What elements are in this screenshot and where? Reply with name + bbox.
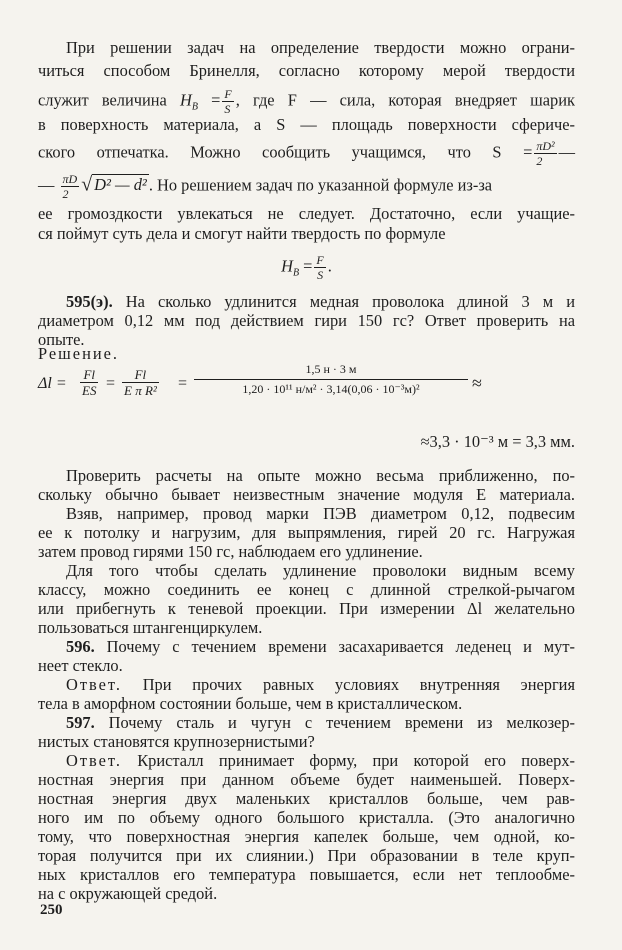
text-line: тому, что поверхностная энергия капелек больше, чем одной, ко- (38, 827, 575, 846)
text-line: ного им по объему одного большого кристалла. (Это аналогично (38, 808, 575, 827)
text-line: в поверхность материала, а S — площадь поверхности сфериче- (38, 115, 575, 134)
text-line: ее к потолку и нагрузим, для выпрямления, гирей 20 гс. Нагружая (38, 523, 575, 542)
text-line: ее громоздкости увлекаться не следует. Достаточно, если учащие- (38, 204, 575, 223)
text-line: При решении задач на определение твердости можно ограни- (66, 38, 575, 57)
text-line: пользоваться штангенциркулем. (38, 618, 263, 637)
text-line: ных кристаллов его температура повышается, если нет теплообме- (38, 865, 575, 884)
solution-label: Решение. (38, 344, 119, 363)
text-line: — $\frac{\pi D}{2}$ √ D² — d² . Но решением задач по указанной формуле из-за (38, 172, 493, 201)
page-number: 250 (40, 902, 63, 918)
text-line: Проверить расчеты на опыте можно весьма приближенно, по- (66, 466, 575, 485)
text-line: ностная энергия двух маленьких кристаллов больше, чем рав- (38, 789, 575, 808)
fraction: 1,5 н · 3 м 1,20 · 10¹¹ н/м² · 3,14(0,06 · 10⁻³м)² (194, 362, 468, 397)
fraction: $\frac{\pi D}{2}$ (62, 172, 78, 201)
text-line: скольку обычно бывает неизвестным значение модуля E материала. (38, 485, 575, 504)
text-line: неет стекло. (38, 656, 123, 675)
fraction: $\frac{F}{S}$ (224, 87, 232, 116)
radical: D² — d² (94, 175, 147, 195)
text-line: тела в аморфном состоянии больше, чем в кристаллическом. (38, 694, 463, 713)
question-596: 596. Почему с течением времени засахаривается леденец и мут- (66, 637, 575, 656)
fraction: $\frac{\text{πD²}}{2}$ (536, 139, 555, 168)
text-line: читься способом Бринелля, согласно которому мерой твердости (38, 61, 575, 80)
text-line: на с окружающей средой. (38, 884, 218, 903)
answer-596: Ответ. При прочих равных условиях внутренняя энергия (66, 675, 575, 694)
text-line: или прибегнуть к теневой проекции. При измерении Δl желательно (38, 599, 575, 618)
text-line: ся поймут суть дела и смогут найти твердость по формуле (38, 224, 446, 243)
fraction: $\frac{Fl}{\text{E π R²}}$ (124, 367, 157, 398)
text-line: торая получится при их слиянии.) При образовании в теле круп- (38, 846, 575, 865)
text-line: затем провод гирями 150 гс, наблюдаем его удлинение. (38, 542, 423, 561)
text-line: ского отпечатка. Можно сообщить учащимся, что S = $\frac{\text{πD²}}{2}$ — (38, 139, 575, 168)
formula-hb: $H_B$ = $\frac{F}{S}$ . (281, 253, 332, 282)
text-line: Взяв, например, провод марки ПЭВ диаметром 0,12, подвесим (66, 504, 575, 523)
fraction: $\frac{Fl}{ES}$ (82, 367, 97, 398)
fraction: $\frac{F}{S}$ (316, 253, 324, 282)
question-595: 595(э). На сколько удлинится медная проволока длиной 3 м и (66, 292, 575, 311)
answer-597: Ответ. Кристалл принимает форму, при которой его поверх- (66, 751, 575, 770)
question-597: 597. Почему сталь и чугун с течением времени из мелкозер- (66, 713, 575, 732)
text-line: классу, можно соединить ее конец с длинной стрелкой-рычагом (38, 580, 575, 599)
text-line: нистых становятся крупнозернистыми? (38, 732, 315, 751)
elongation-formula: Δl = $\frac{Fl}{ES}$ = $\frac{Fl}{\text{E π R²}}$ = 1,5 н · 3 м 1,20 · 10¹¹ н/м² · 3,14(0,06 · 10⁻³м)² ≈ (38, 362, 482, 398)
text-line: опыте. (38, 330, 85, 349)
text-line: диаметром 0,12 мм под действием гири 150 гс? Ответ проверить на (38, 311, 575, 330)
text-line: служит величина $H_B$ = $\frac{F}{S}$ , где F — сила, которая внедряет шарик (38, 87, 575, 116)
text-line: ностная энергия при данном объеме будет наименьшей. Поверх- (38, 770, 575, 789)
text-line: Для того чтобы сделать удлинение проволоки видным всему (66, 561, 575, 580)
result-line: ≈3,3 · 10⁻³ м = 3,3 мм. (420, 432, 575, 451)
